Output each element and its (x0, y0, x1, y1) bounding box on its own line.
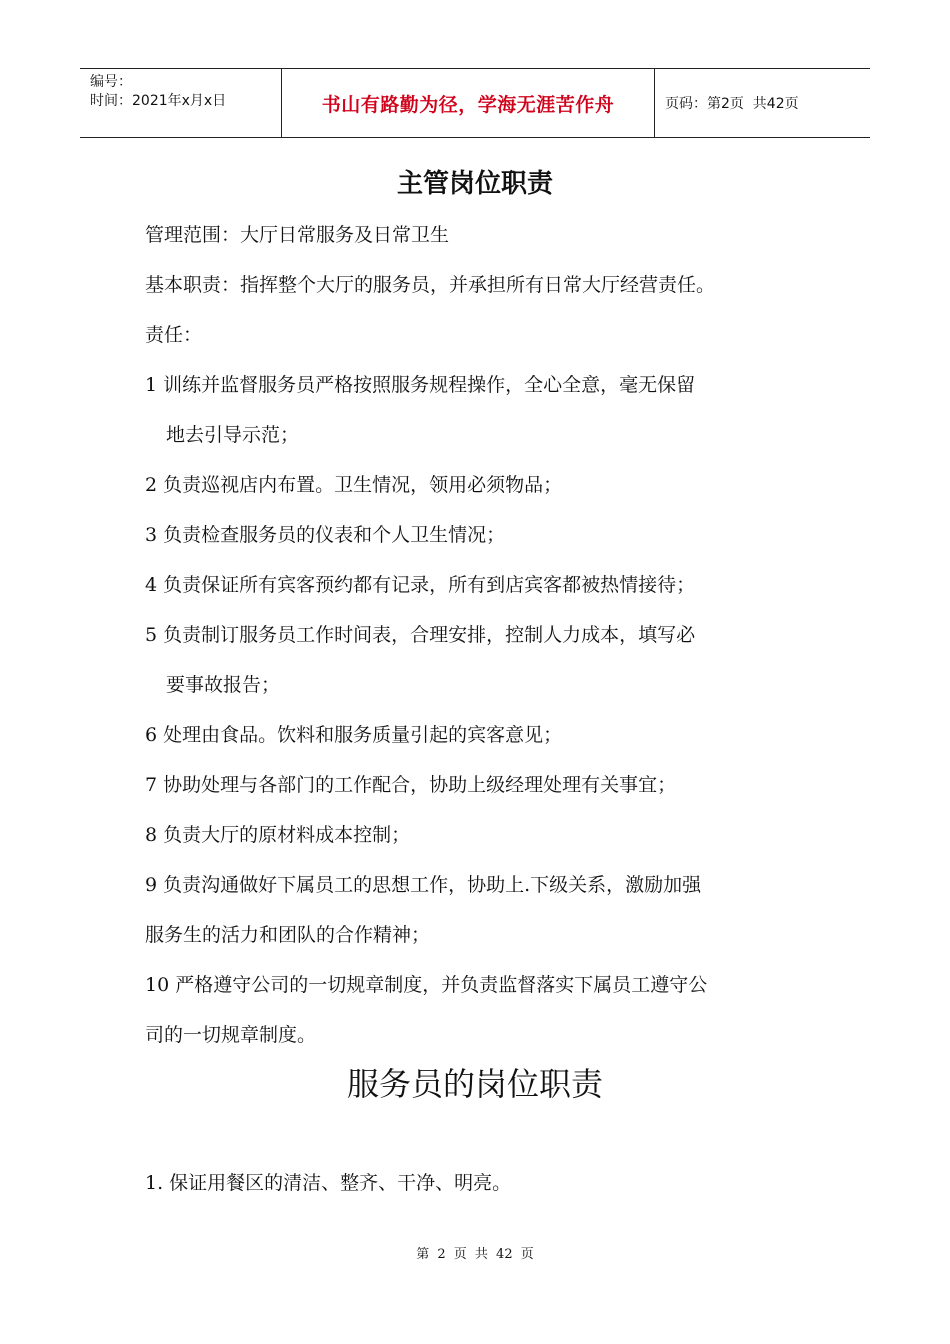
scope-line: 管理范围：大厅日常服务及日常卫生 (145, 224, 450, 246)
header-table (80, 68, 870, 138)
duty-item-9-cont: 服务生的活力和团队的合作精神； (145, 924, 431, 946)
time-label: 时间：2021年x月x日 (90, 93, 227, 109)
responsibility-heading: 责任： (145, 324, 203, 346)
page-info: 页码：第2页 共42页 (665, 96, 799, 112)
section-title-supervisor: 主管岗位职责 (396, 169, 553, 199)
motto-text: 书山有路勤为径，学海无涯苦作舟 (321, 93, 615, 116)
duty-item-10: 10 严格遵守公司的一切规章制度，并负责监督落实下属员工遵守公 (145, 974, 708, 996)
number-label: 编号： (90, 74, 132, 90)
duty-item-4: 4 负责保证所有宾客预约都有记录，所有到店宾客都被热情接待； (145, 574, 696, 596)
duty-item-6: 6 处理由食品。饮料和服务质量引起的宾客意见； (145, 724, 563, 746)
section-title-waiter: 服务员的岗位职责 (346, 1065, 603, 1103)
duty-item-8: 8 负责大厅的原材料成本控制； (145, 824, 411, 846)
duty-item-1-cont: 地去引导示范； (166, 424, 300, 446)
duty-item-5: 5 负责制订服务员工作时间表，合理安排，控制人力成本，填写必 (145, 624, 696, 646)
duty-item-10-cont: 司的一切规章制度。 (145, 1024, 317, 1046)
duty-item-1: 1 训练并监督服务员严格按照服务规程操作，全心全意，毫无保留 (145, 374, 696, 396)
duty-item-2: 2 负责巡视店内布置。卫生情况，领用必须物品； (145, 474, 563, 496)
header-motto-cell (282, 69, 655, 137)
duty-item-3: 3 负责检查服务员的仪表和个人卫生情况； (145, 524, 506, 546)
duty-item-7: 7 协助处理与各部门的工作配合，协助上级经理处理有关事宜； (145, 774, 677, 796)
basic-duty-line: 基本职责：指挥整个大厅的服务员，并承担所有日常大厅经营责任。 (145, 274, 716, 296)
duty-item-5-cont: 要事故报告； (166, 674, 281, 696)
header-meta-cell (80, 69, 282, 137)
duty-item-9: 9 负责沟通做好下属员工的思想工作，协助上.下级关系，激励加强 (145, 874, 702, 896)
page-footer: 第 2 页 共 42 页 (416, 1247, 534, 1262)
waiter-item-1: 1. 保证用餐区的清洁、整齐、干净、明亮。 (145, 1172, 512, 1194)
header-page-cell (655, 69, 870, 137)
